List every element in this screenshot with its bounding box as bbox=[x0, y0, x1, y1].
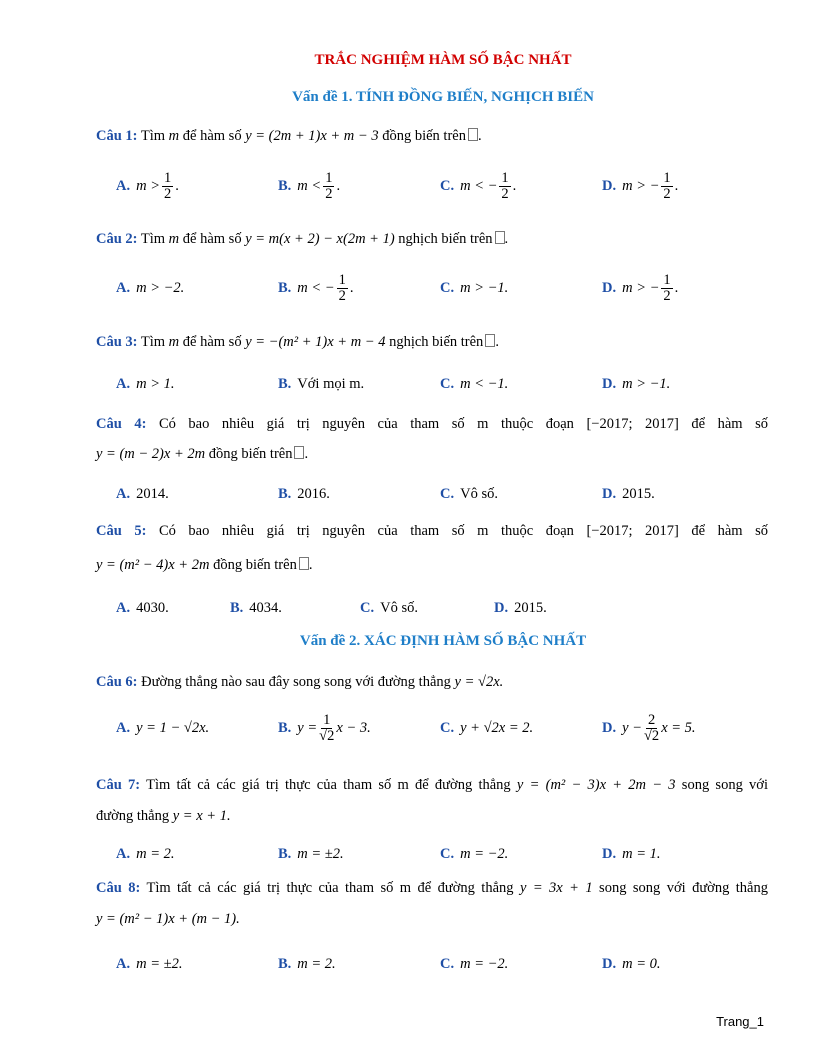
answer-1a[interactable]: A. m > $\frac{1}{2}$ . bbox=[116, 169, 179, 202]
answer-4a[interactable]: A. 2014. bbox=[116, 485, 169, 502]
answer-2c[interactable]: C. m > −1. bbox=[440, 279, 509, 296]
answer-5d[interactable]: D. 2015. bbox=[494, 599, 547, 616]
question-5: Câu 5: Có bao nhiêu giá trị nguyên của tham số m thuộc đoạn [−2017; 2017] để hàm số bbox=[96, 523, 769, 539]
question-7: Câu 7: Tìm tất cả các giá trị thực của tham số m để đường thẳng y = (m² − 3)x + 2m − 3 song song với bbox=[96, 777, 769, 793]
answers-5 bbox=[0, 590, 816, 626]
answer-3c[interactable]: C. m < −1. bbox=[440, 375, 509, 392]
answer-3a[interactable]: A. m > 1. bbox=[116, 375, 175, 392]
answer-7c[interactable]: C. m = −2. bbox=[440, 845, 509, 862]
answer-6b[interactable]: B. y = $\frac{1}{√2}$ x − 3. bbox=[278, 711, 371, 744]
answer-2d[interactable]: D. m > − $\frac{1}{2}$ . bbox=[602, 271, 679, 304]
answer-4c[interactable]: C. Vô số. bbox=[440, 485, 498, 502]
question-4: Câu 4: Có bao nhiêu giá trị nguyên của tham số m thuộc đoạn [−2017; 2017] để hàm số bbox=[96, 416, 769, 432]
answer-1d[interactable]: D. m > − $\frac{1}{2}$ . bbox=[602, 169, 679, 202]
question-7-line2: đường thẳng y = x + 1. bbox=[96, 808, 231, 824]
document-title: TRẮC NGHIỆM HÀM SỐ BẬC NHẤT bbox=[314, 52, 572, 68]
page-number: Trang_1 bbox=[716, 1014, 764, 1029]
answer-1c[interactable]: C. m < − $\frac{1}{2}$ . bbox=[440, 169, 517, 202]
answers-2 bbox=[0, 270, 816, 306]
answer-7b[interactable]: B. m = ±2. bbox=[278, 845, 344, 862]
answers-4 bbox=[0, 476, 816, 512]
answers-7 bbox=[0, 836, 816, 872]
answer-8a[interactable]: A. m = ±2. bbox=[116, 955, 183, 972]
answer-6a[interactable]: A. y = 1 − √2x. bbox=[116, 719, 210, 736]
answer-1b[interactable]: B. m < $\frac{1}{2}$ . bbox=[278, 169, 341, 202]
answer-4b[interactable]: B. 2016. bbox=[278, 485, 330, 502]
answer-5c[interactable]: C. Vô số. bbox=[360, 599, 418, 616]
answers-8 bbox=[0, 946, 816, 982]
question-3: Câu 3: Tìm m để hàm số y = −(m² + 1)x + m − 4 nghịch biến trên . bbox=[96, 334, 499, 350]
answer-5a[interactable]: A. 4030. bbox=[116, 599, 169, 616]
answer-7d[interactable]: D. m = 1. bbox=[602, 845, 661, 862]
answer-6d[interactable]: D. y − $\frac{2}{√2}$ x = 5. bbox=[602, 711, 696, 744]
answer-3d[interactable]: D. m > −1. bbox=[602, 375, 671, 392]
answer-5b[interactable]: B. 4034. bbox=[230, 599, 282, 616]
answers-6 bbox=[0, 710, 816, 746]
answer-8c[interactable]: C. m = −2. bbox=[440, 955, 509, 972]
answer-2b[interactable]: B. m < − $\frac{1}{2}$ . bbox=[278, 271, 354, 304]
answers-1 bbox=[0, 168, 816, 204]
answer-4d[interactable]: D. 2015. bbox=[602, 485, 655, 502]
answer-2a[interactable]: A. m > −2. bbox=[116, 279, 185, 296]
question-8-line2: y = (m² − 1)x + (m − 1). bbox=[96, 911, 240, 927]
question-5-line2: y = (m² − 4)x + 2m đồng biến trên . bbox=[96, 557, 313, 573]
question-1: Câu 1: Tìm m để hàm số y = (2m + 1)x + m − 3 đồng biến trên . bbox=[96, 128, 482, 144]
answer-8d[interactable]: D. m = 0. bbox=[602, 955, 661, 972]
answer-7a[interactable]: A. m = 2. bbox=[116, 845, 175, 862]
section-heading-1: Vấn đề 1. TÍNH ĐỒNG BIẾN, NGHỊCH BIẾN bbox=[292, 89, 594, 105]
question-4-line2: y = (m − 2)x + 2m đồng biến trên . bbox=[96, 446, 309, 462]
answer-8b[interactable]: B. m = 2. bbox=[278, 955, 336, 972]
answer-3b[interactable]: B. Với mọi m. bbox=[278, 375, 365, 392]
question-2: Câu 2: Tìm m để hàm số y = m(x + 2) − x(2m + 1) nghịch biến trên . bbox=[96, 231, 509, 247]
question-8: Câu 8: Tìm tất cả các giá trị thực của tham số m để đường thẳng y = 3x + 1 song song với đường thẳng bbox=[96, 880, 768, 896]
answer-6c[interactable]: C. y + √2x = 2. bbox=[440, 719, 534, 736]
question-6: Câu 6: Đường thẳng nào sau đây song song với đường thẳng y = √2x. bbox=[96, 674, 504, 690]
answers-3 bbox=[0, 366, 816, 402]
section-heading-2: Vấn đề 2. XÁC ĐỊNH HÀM SỐ BẬC NHẤT bbox=[299, 633, 587, 649]
